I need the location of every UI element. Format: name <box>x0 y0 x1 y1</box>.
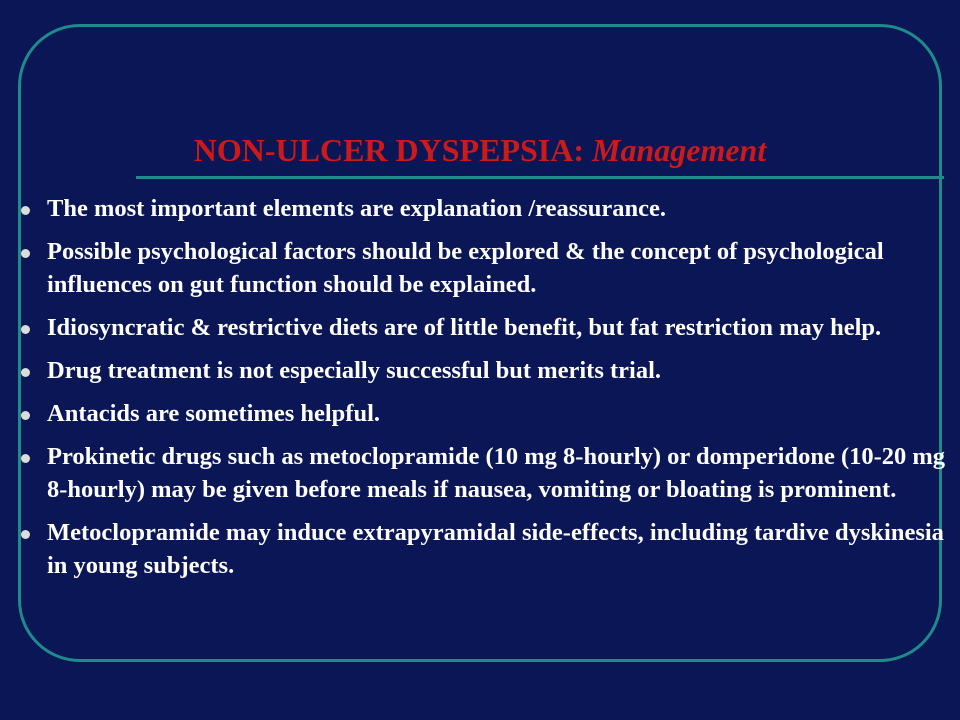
bullet-item <box>0 311 960 344</box>
title-underline <box>136 176 944 179</box>
bullet-dot-icon <box>21 206 30 215</box>
bullet-item <box>0 192 960 225</box>
slide-title-main: NON-ULCER DYSPEPSIA: <box>193 132 584 168</box>
slide-title-emphasis: Management <box>592 132 767 168</box>
bullet-text: Antacids are sometimes helpful. <box>47 400 380 427</box>
bullet-text: Drug treatment is not especially successful but merits trial. <box>47 357 661 384</box>
bullet-text: Metoclopramide may induce extrapyramidal side-effects, including tardive dyskinesia in young subjects. <box>47 519 944 579</box>
bullet-dot-icon <box>21 368 30 377</box>
bullet-dot-icon <box>21 325 30 334</box>
bullet-dot-icon <box>21 249 30 258</box>
bullet-text: Prokinetic drugs such as metoclopramide (10 mg 8-hourly) or domperidone (10-20 mg 8-hourly) may be given before meals if nausea, vomiting or bloating is prominent. <box>47 443 946 503</box>
slide-title <box>0 130 960 170</box>
bullet-text: Idiosyncratic & restrictive diets are of little benefit, but fat restriction may help. <box>47 314 882 341</box>
bullet-item <box>0 440 960 506</box>
bullet-dot-icon <box>21 411 30 420</box>
bullet-text: Possible psychological factors should be explored & the concept of psychological influences on gut function should be explained. <box>47 238 884 298</box>
bullet-item <box>0 516 960 582</box>
bullet-text: The most important elements are explanation /reassurance. <box>47 195 667 222</box>
bullet-list <box>0 192 960 592</box>
bullet-dot-icon <box>21 454 30 463</box>
bullet-item <box>0 235 960 301</box>
bullet-item <box>0 397 960 430</box>
bullet-item <box>0 354 960 387</box>
bullet-dot-icon <box>21 530 30 539</box>
